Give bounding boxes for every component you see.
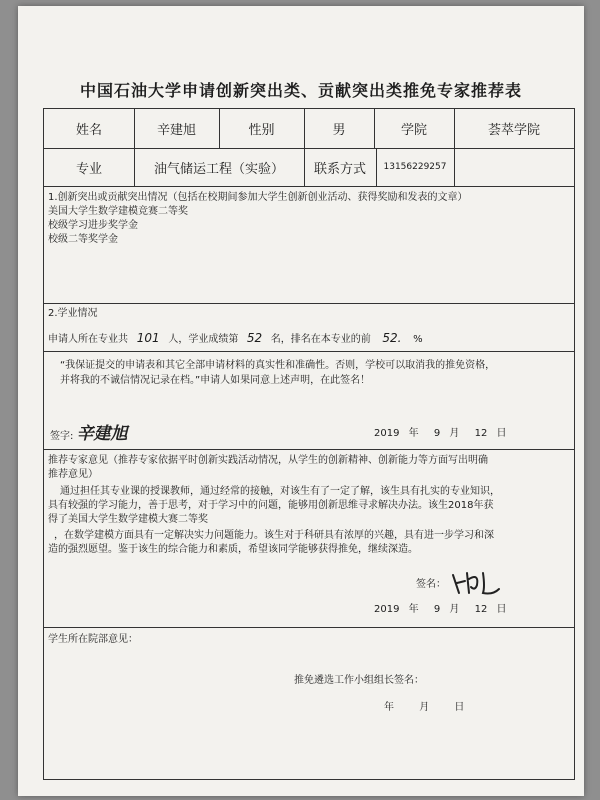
expert-sign-label: 签名：	[416, 579, 446, 590]
name-value: 辛建旭	[156, 123, 196, 138]
dept-sign-date	[384, 701, 464, 715]
expert-heading: 推荐专家意见（推荐专家依据平时创新实践活动情况，从学生的创新精神、创新能力等方面写出明确	[48, 455, 488, 466]
date-unit: 日	[454, 702, 465, 713]
expert-opinion-line: 得了美国大学生数学建模大赛二等奖	[48, 514, 208, 525]
major-label: 专业	[75, 161, 102, 177]
gender-value: 男	[332, 123, 346, 138]
rank-percent: 52.	[382, 331, 402, 345]
date-month: 9	[433, 428, 441, 439]
date-unit: 月	[449, 428, 460, 439]
date-unit: 日	[496, 604, 507, 615]
table-rule	[44, 627, 574, 628]
ranking-text: 人，学业成绩第	[168, 334, 239, 345]
achievement-item: 美国大学生数学建模竞赛二等奖	[48, 206, 188, 217]
gender-label: 性别	[248, 123, 275, 138]
form-title: 中国石油大学申请创新突出类、贡献突出类推免专家推荐表	[79, 81, 522, 100]
date-unit: 月	[449, 604, 460, 615]
paper-sheet	[18, 6, 584, 796]
date-day: 12	[474, 604, 488, 615]
expert-sign-date	[374, 603, 507, 617]
ranking-text: 申请人所在专业共	[48, 334, 128, 345]
ranking-text: 名，排名在本专业的前	[270, 334, 371, 345]
contact-value: 13156229257	[383, 162, 447, 172]
section2-heading: 2.学业情况	[48, 308, 98, 319]
major-value: 油气储运工程（实验）	[153, 161, 284, 177]
date-unit: 月	[419, 702, 430, 713]
date-unit: 年	[408, 604, 419, 615]
table-rule	[44, 186, 574, 187]
expert-heading: 推荐意见）	[48, 469, 98, 480]
applicant-sign-line	[50, 424, 128, 444]
pledge-text: 并将我的不诚信情况记录在档。”申请人如果同意上述声明，在此签名！	[60, 375, 371, 386]
dept-opinion-heading: 学生所在院部意见：	[48, 634, 138, 645]
date-month: 9	[433, 604, 441, 615]
applicant-signature: 辛建旭	[76, 424, 128, 444]
name-label: 姓名	[75, 123, 102, 138]
table-rule	[44, 449, 574, 450]
achievement-item: 校级学习进步奖学金	[48, 220, 138, 231]
percent-sign: %	[413, 334, 423, 345]
expert-opinion-line: 造的强烈愿望。鉴于该生的综合能力和素质，希望该同学能够获得推免，继续深造。	[48, 544, 418, 555]
academic-ranking-line	[48, 331, 423, 347]
date-year: 2019	[374, 604, 400, 615]
expert-opinion-line: 通过担任其专业课的授课教师，通过经常的接触，对该生有了一定了解，该生具有扎实的专业知识，	[60, 486, 500, 497]
achievement-item: 校级二等奖学金	[48, 234, 118, 245]
section1-heading: 1.创新突出或贡献突出情况（包括在校期间参加大学生创新创业活动、获得奖励和发表的文章）	[48, 192, 468, 203]
date-year: 2019	[374, 428, 400, 439]
major-total-count: 101	[136, 331, 160, 345]
date-unit: 年	[384, 702, 394, 713]
college-value: 荟萃学院	[487, 123, 540, 138]
table-rule	[44, 303, 574, 304]
table-rule	[44, 351, 574, 352]
expert-signature-mark	[449, 567, 505, 597]
expert-opinion-line: ，在数学建模方面具有一定解决实力问题能力。该生对于科研具有浓厚的兴趣，具有进一步学习和深	[54, 530, 494, 541]
date-unit: 日	[496, 428, 507, 439]
expert-opinion-line: 具有较强的学习能力，善于思考，对于学习中的问题，能够用创新思维寻求解决办法。该生2018年获	[48, 500, 494, 511]
applicant-sign-date	[374, 427, 507, 441]
college-label: 学院	[400, 123, 427, 138]
date-day: 12	[474, 428, 488, 439]
sign-label: 签字:	[50, 431, 74, 442]
group-leader-sign-label: 推免遴选工作小组组长签名：	[294, 675, 424, 686]
pledge-text: “我保证提交的申请表和其它全部申请材料的真实性和准确性。否则，学校可以取消我的推免资格，	[60, 360, 496, 371]
academic-rank: 52	[246, 331, 263, 345]
date-unit: 年	[408, 428, 419, 439]
recommendation-form-table	[43, 108, 575, 780]
contact-label: 联系方式	[313, 161, 366, 177]
